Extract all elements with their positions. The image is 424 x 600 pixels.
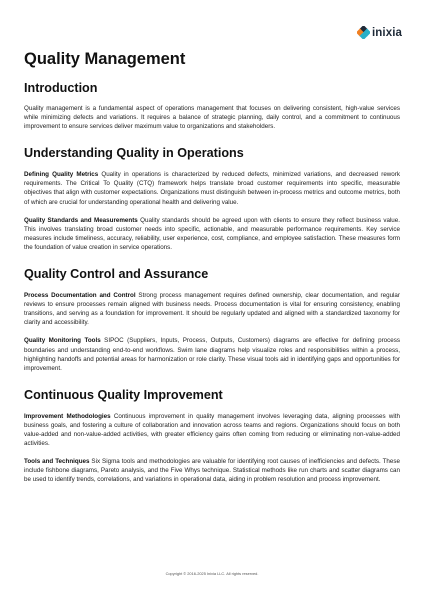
- copyright-footer: Copyright © 2016-2025 Inixia LLC. All rights reserved.: [165, 571, 259, 576]
- section-heading: Understanding Quality in Operations: [24, 146, 244, 161]
- paragraph-text: Quality in operations is characterized by reduced defects, minimized variations, and decreased rework requirements. The Critical To Quality (CTQ) framework helps translate broad customer requirements into specific, measurable objectives that align with customer expectations. Organizations must distinguish between in-process metrics and outcome metrics, both of which are crucial for understanding operational health and delivering value.: [24, 171, 400, 206]
- section-heading: Continuous Quality Improvement: [24, 387, 223, 402]
- document-body: [24, 80, 400, 484]
- section-introduction: [24, 80, 400, 131]
- paragraph-text: Quality standards should be agreed upon with clients to ensure they reflect business value. This involves translating broad customer needs into specific, actionable, and measurable performance requirements. Key service measures include timeliness, accuracy, reliability, user experience, cost, compliance, and employee satisfaction. These measures form the foundation of value creation in service operations.: [24, 216, 400, 251]
- paragraph-text: Six Sigma tools and methodologies are valuable for identifying root causes of inefficiencies and defects. These include fishbone diagrams, Pareto analysis, and the Five Whys technique. Statistical methods like run charts and scatter diagrams can be used to identify trends, correlations, and variations in operational data, aiding in problem resolution and process improvement.: [24, 458, 400, 484]
- paragraph: [24, 104, 400, 131]
- brand-name: inixia: [372, 26, 403, 39]
- paragraph: [24, 291, 400, 327]
- paragraph-lead: Tools and Techniques: [24, 458, 90, 466]
- paragraph-lead: Process Documentation and Control: [24, 292, 136, 300]
- paragraph: [24, 457, 400, 484]
- paragraph-lead: Quality Standards and Measurements: [24, 216, 138, 224]
- paragraph-lead: Quality Monitoring Tools: [24, 337, 101, 345]
- section-heading: Quality Control and Assurance: [24, 267, 209, 282]
- paragraph-text: Quality management is a fundamental aspect of operations management that focuses on delivering consistent, high-value services while minimizing defects and variations. It requires a balance of strategic planning, daily control, and a commitment to continuous improvement to ensure services deliver maximum value to organizations and stakeholders.: [24, 105, 400, 131]
- page-title: Quality Management: [24, 50, 186, 68]
- paragraph: [24, 170, 400, 206]
- section-understanding-quality-in-operations: [24, 145, 400, 252]
- paragraph-text: Continuous improvement in quality management involves leveraging data, aligning processes with business goals, and fostering a culture of collaboration and innovation across teams and regions. Organizations should focus on both value-added and non-value-added activities, with greater efficiency gains often coming from reducing or eliminating non-value-added activities.: [24, 412, 400, 448]
- brand-logo: [357, 26, 402, 39]
- paragraph: [24, 216, 400, 252]
- paragraph: [24, 336, 400, 372]
- paragraph-lead: Improvement Methodologies: [24, 412, 111, 420]
- paragraph-text: SIPOC (Suppliers, Inputs, Process, Outputs, Customers) diagrams are effective for defining process boundaries and understanding end-to-end workflows. Swim lane diagrams help visualize roles and responsibilities within a process, highlighting handoffs and potential areas for harmonization or role clarity. These visual tools aid in identifying gaps and opportunities for improvement.: [24, 337, 400, 372]
- inixia-logo-icon: [357, 26, 370, 39]
- section-continuous-quality-improvement: [24, 387, 400, 485]
- section-heading: Introduction: [24, 81, 98, 95]
- paragraph-lead: Defining Quality Metrics: [24, 171, 99, 179]
- paragraph-text: Strong process management requires defined ownership, clear documentation, and regular reviews to ensure processes remain aligned with business needs. Process documentation is vital for ensuring consistency, enabling transitions, and serving as a foundation for improvement. It should be regularly updated and aligned with a standardized taxonomy for clarity and accessibility.: [24, 292, 400, 327]
- section-quality-control-and-assurance: [24, 266, 400, 373]
- paragraph: [24, 412, 400, 448]
